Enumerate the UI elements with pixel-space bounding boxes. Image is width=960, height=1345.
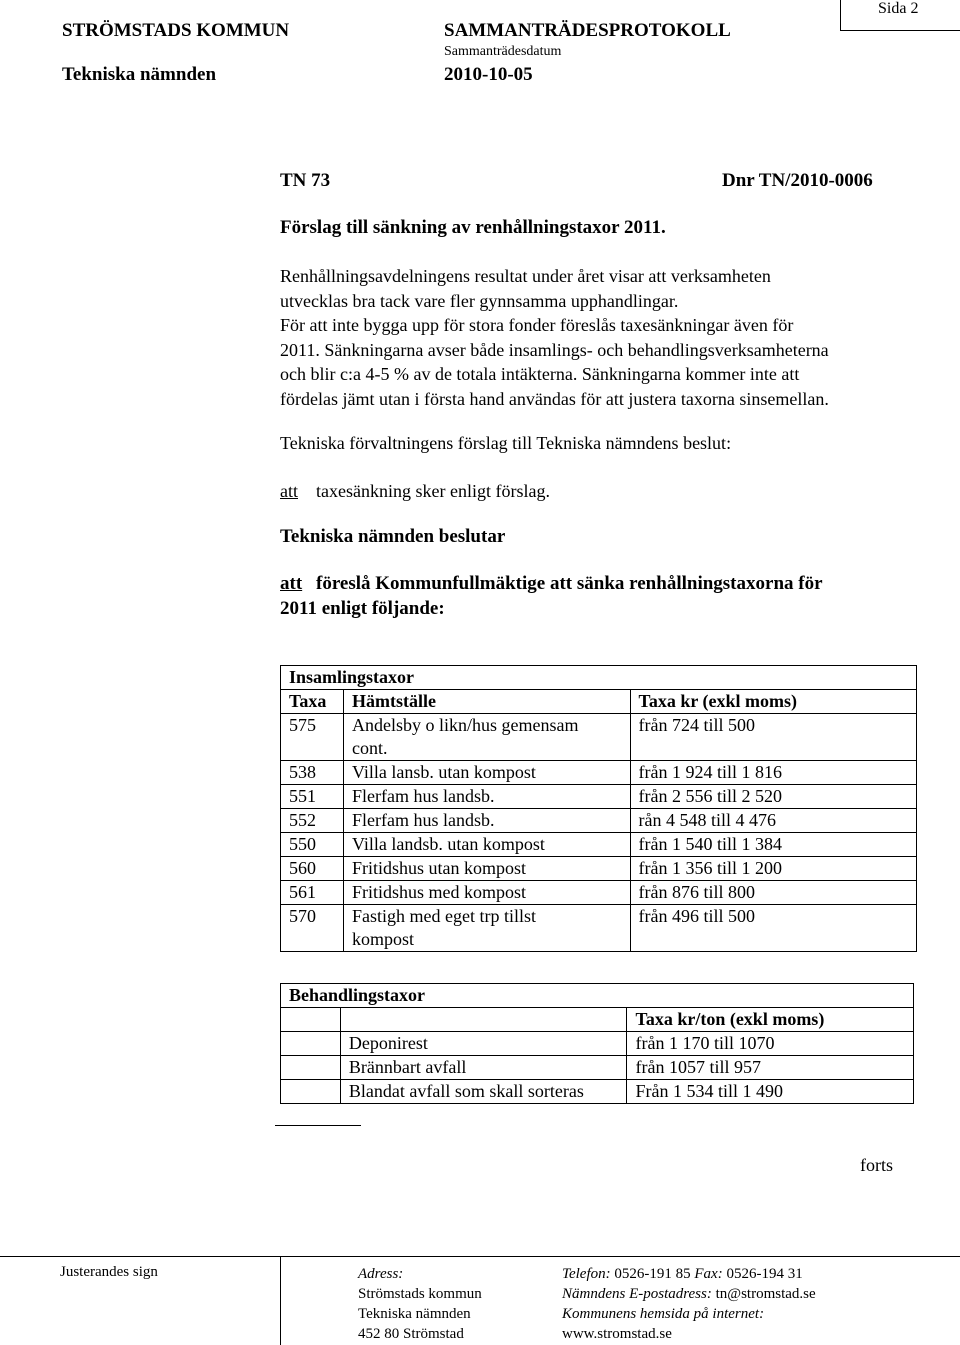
col-header-taxa: Taxa [281,690,344,714]
email-line [562,1284,816,1304]
price-cell: från 724 till 500 [630,714,916,761]
date-label: Sammanträdesdatum [444,44,562,59]
table-header-row [281,690,917,714]
place-cell [343,905,630,952]
meeting-date: 2010-10-05 [444,64,533,85]
continued-note: forts [860,1155,893,1175]
place-cell: Fritidshus med kompost [343,881,630,905]
footer-rule-left [0,1256,280,1257]
price-cell: rån 4 548 till 4 476 [630,809,916,833]
footer-rule-right [280,1256,960,1257]
taxa-cell: 552 [281,809,344,833]
page-box-divider [840,0,841,30]
page-number: Sida 2 [878,0,919,17]
fax-number: 0526-194 31 [726,1266,803,1282]
table-header-row [281,1008,914,1032]
place-cell: Fritidshus utan kompost [343,857,630,881]
taxa-cell: 550 [281,833,344,857]
item-number: TN 73 [280,170,331,191]
name-cell: Deponirest [340,1032,627,1056]
empty-cell [340,1008,627,1032]
behandling-heading: Behandlingstaxor [281,984,914,1008]
empty-cell [281,1008,341,1032]
footer-divider [280,1256,281,1345]
table-row [281,1056,914,1080]
short-rule [275,1125,361,1126]
col-header-price: Taxa kr/ton (exkl moms) [627,1008,914,1032]
proposal-intro: Tekniska förvaltningens förslag till Tekniska nämndens beslut: [280,433,732,453]
paragraph-line: och blir c:a 4-5 % av de totala intäkterna. Sänkningarna kommer inte att [280,364,800,384]
price-cell: från 496 till 500 [630,905,916,952]
phone-label: Telefon: [562,1266,611,1282]
taxa-cell: 575 [281,714,344,761]
table-row [281,905,917,952]
paragraph-line: 2011. Sänkningarna avser både insamlings- och behandlingsverksamheterna [280,339,829,360]
address-line: Strömstads kommun [358,1286,482,1302]
table-row [281,809,917,833]
decision-att: att [280,573,303,594]
taxa-cell: 538 [281,761,344,785]
name-cell: Blandat avfall som skall sorteras [340,1080,627,1104]
price-cell: från 2 556 till 2 520 [630,785,916,809]
footer-contact [562,1264,816,1344]
page-box-bottom [840,30,960,31]
table-row [281,1032,914,1056]
empty-cell [281,1080,341,1104]
address-line: 452 80 Strömstad [358,1326,464,1342]
address-label: Adress: [358,1266,404,1282]
web-link[interactable]: www.stromstad.se [562,1326,672,1342]
place-cell: Villa landsb. utan kompost [343,833,630,857]
price-cell: från 1 540 till 1 384 [630,833,916,857]
table-row [281,833,917,857]
footer-address [358,1264,482,1344]
email-address[interactable]: tn@stromstad.se [715,1286,816,1302]
place-line: Fastigh med eget trp tillst [351,906,536,926]
insamling-table [280,665,917,952]
fax-label: Fax: [694,1266,723,1282]
price-cell: Från 1 534 till 1 490 [627,1080,914,1104]
diary-number: Dnr TN/2010-0006 [722,170,873,191]
decision-line-1: föreslå Kommunfullmäktige att sänka renhållningstaxorna för [316,573,823,594]
price-cell: från 1 170 till 1070 [627,1032,914,1056]
proposal-att: att [280,481,298,501]
proposal-text: taxesänkning sker enligt förslag. [316,481,550,501]
taxa-cell: 570 [281,905,344,952]
table-row [281,881,917,905]
document-type: SAMMANTRÄDESPROTOKOLL [444,20,731,41]
place-line: kompost [351,929,414,949]
col-header-place: Hämtställe [343,690,630,714]
address-line: Tekniska nämnden [358,1306,471,1322]
paragraph-line: utvecklas bra tack vare fler gynnsamma upphandlingar. [280,290,679,311]
price-cell: från 1 356 till 1 200 [630,857,916,881]
empty-cell [281,1056,341,1080]
place-cell: Villa lansb. utan kompost [343,761,630,785]
taxa-cell: 551 [281,785,344,809]
decision-line-2: 2011 enligt följande: [280,598,445,619]
web-label: Kommunens hemsida på internet: [562,1306,765,1322]
place-cell [343,714,630,761]
phone-number: 0526-191 85 [614,1266,691,1282]
email-label: Nämndens E-postadress: [562,1286,712,1302]
table-heading-row [281,666,917,690]
decision-heading: Tekniska nämnden beslutar [280,526,506,547]
taxa-cell: 560 [281,857,344,881]
table-row [281,857,917,881]
price-cell: från 876 till 800 [630,881,916,905]
table-row [281,714,917,761]
paragraph-line: fördelas jämt utan i första hand användas för att justera taxorna sinsemellan. [280,388,829,409]
table-row [281,785,917,809]
place-cell: Flerfam hus landsb. [343,785,630,809]
place-line: cont. [351,738,388,758]
place-line: Andelsby o likn/hus gemensam [351,715,579,735]
empty-cell [281,1032,341,1056]
taxa-cell: 561 [281,881,344,905]
item-title: Förslag till sänkning av renhållningstaxor 2011. [280,217,666,238]
price-cell: från 1 924 till 1 816 [630,761,916,785]
paragraph [280,264,829,411]
insamling-heading: Insamlingstaxor [281,666,917,690]
place-cell: Flerfam hus landsb. [343,809,630,833]
paragraph-line: För att inte bygga upp för stora fonder föreslås taxesänkningar även för [280,315,794,335]
name-cell: Brännbart avfall [340,1056,627,1080]
col-header-price: Taxa kr (exkl moms) [630,690,916,714]
paragraph-line: Renhållningsavdelningens resultat under året visar att verksamheten [280,266,771,286]
committee-name: Tekniska nämnden [62,64,217,85]
price-cell: från 1057 till 957 [627,1056,914,1080]
justerandes-sign: Justerandes sign [60,1264,158,1280]
behandling-table [280,983,914,1104]
table-row [281,761,917,785]
table-row [281,1080,914,1104]
table-heading-row [281,984,914,1008]
phone-line [562,1264,816,1284]
municipality-name: STRÖMSTADS KOMMUN [62,20,290,41]
